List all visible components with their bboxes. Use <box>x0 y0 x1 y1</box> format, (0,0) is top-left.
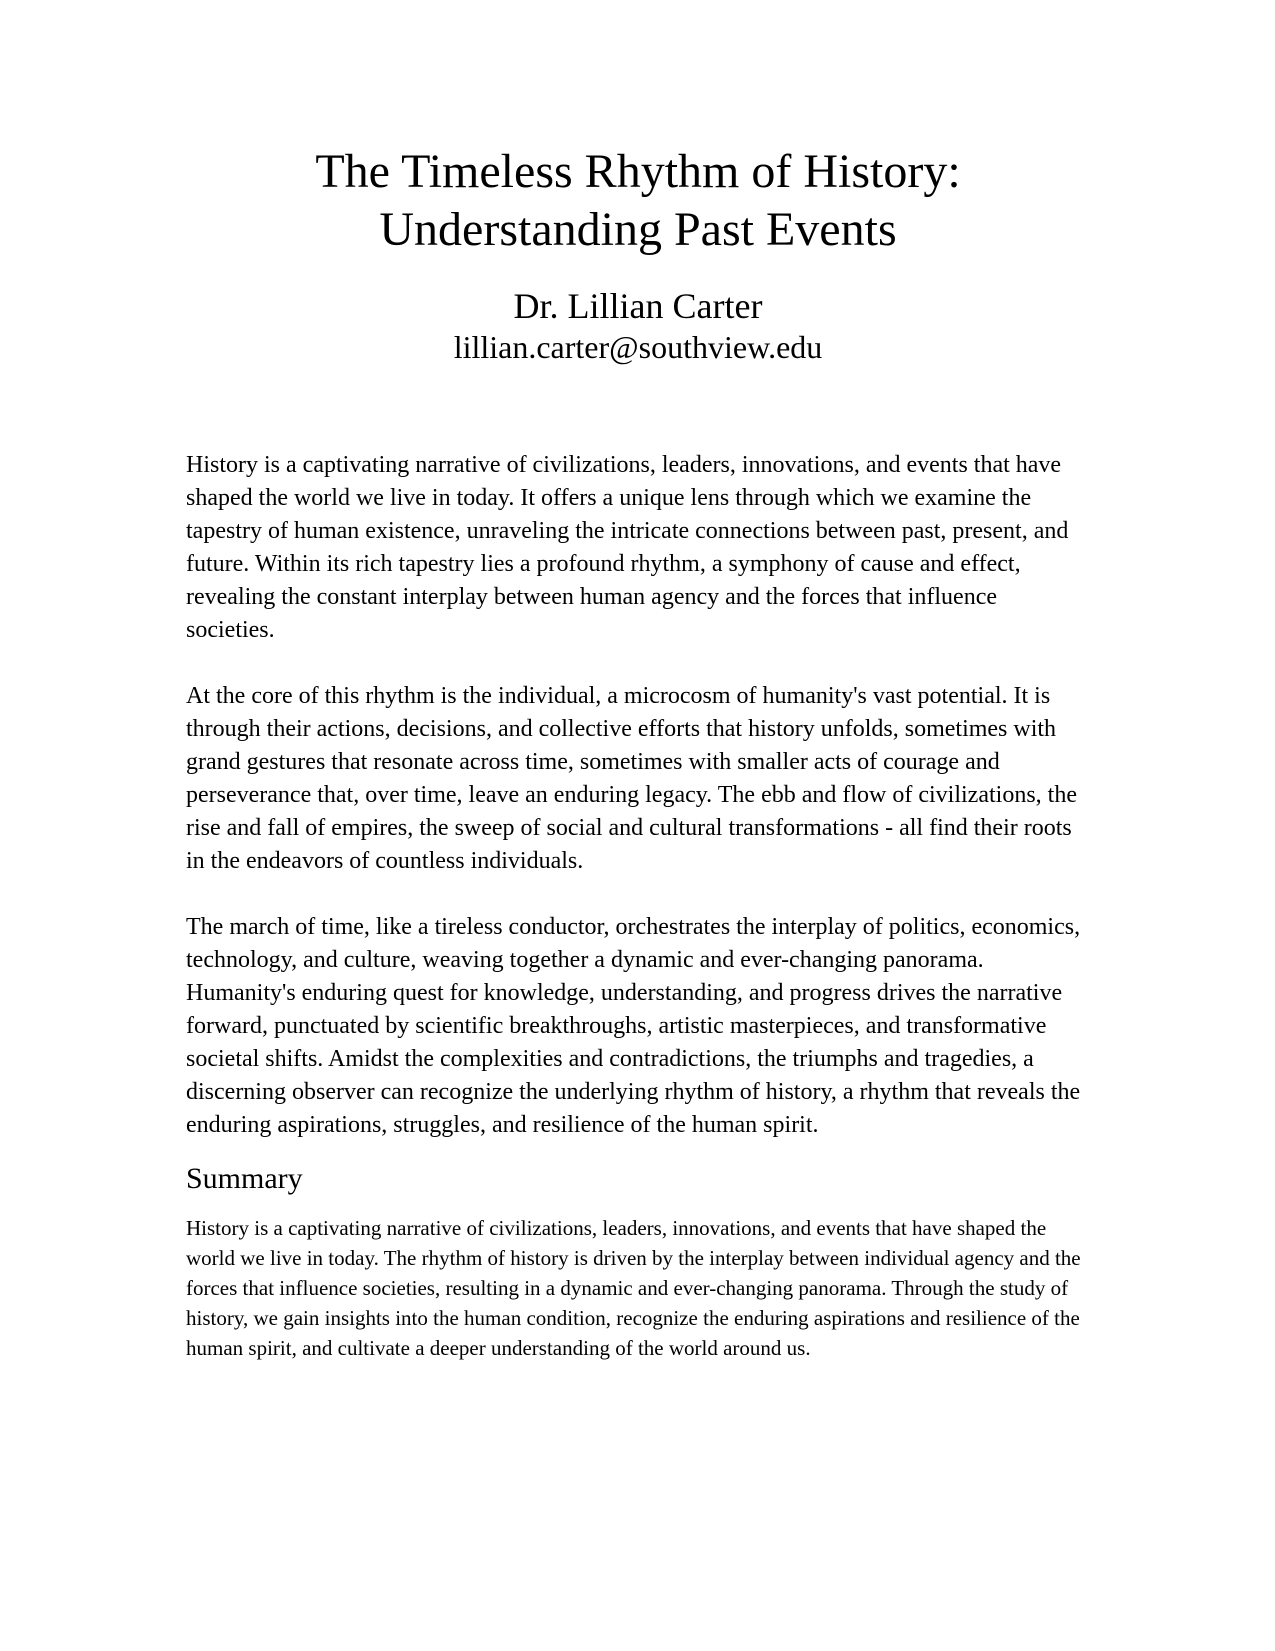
body-paragraph-1: History is a captivating narrative of civilizations, leaders, innovations, and events that have shaped the world we live in today. It offers a unique lens through which we examine the tapestry of human existence, unraveling the intricate connections between past, present, and future. Within its rich tapestry lies a profound rhythm, a symphony of cause and effect, revealing the constant interplay between human agency and the forces that influence societies. <box>186 452 1069 643</box>
author-block <box>186 285 1090 367</box>
summary-heading: Summary <box>186 1162 303 1195</box>
summary-text: History is a captivating narrative of civilizations, leaders, innovations, and events that have shaped the world we live in today. The rhythm of history is driven by the interplay between individual agency and the forces that influence societies, resulting in a dynamic and ever-changing panorama. Through the study of history, we gain insights into the human condition, recognize the enduring aspirations and resilience of the human spirit, and cultivate a deeper understanding of the world around us. <box>186 1216 1081 1360</box>
author-name: Dr. Lillian Carter <box>513 286 763 326</box>
body-paragraph-3: The march of time, like a tireless conductor, orchestrates the interplay of politics, economics, technology, and culture, weaving together a dynamic and ever-changing panorama. Humanity's enduring quest for knowledge, understanding, and progress drives the narrative forward, punctuated by scientific breakthroughs, artistic masterpieces, and transformative societal shifts. Amidst the complexities and contradictions, the triumphs and tragedies, a discerning observer can recognize the underlying rhythm of history, a rhythm that reveals the enduring aspirations, struggles, and resilience of the human spirit. <box>186 914 1081 1138</box>
document-content <box>186 143 1090 1363</box>
body-paragraph-2: At the core of this rhythm is the individual, a microcosm of humanity's vast potential. It is through their actions, decisions, and collective efforts that history unfolds, sometimes with grand gestures that resonate across time, sometimes with smaller acts of courage and perseverance that, over time, leave an enduring legacy. The ebb and flow of civilizations, the rise and fall of empires, the sweep of social and cultural transformations - all find their roots in the endeavors of countless individuals. <box>186 683 1077 874</box>
document-title: The Timeless Rhythm of History: Understanding Past Events <box>315 145 961 256</box>
author-email: lillian.carter@southview.edu <box>453 329 823 365</box>
